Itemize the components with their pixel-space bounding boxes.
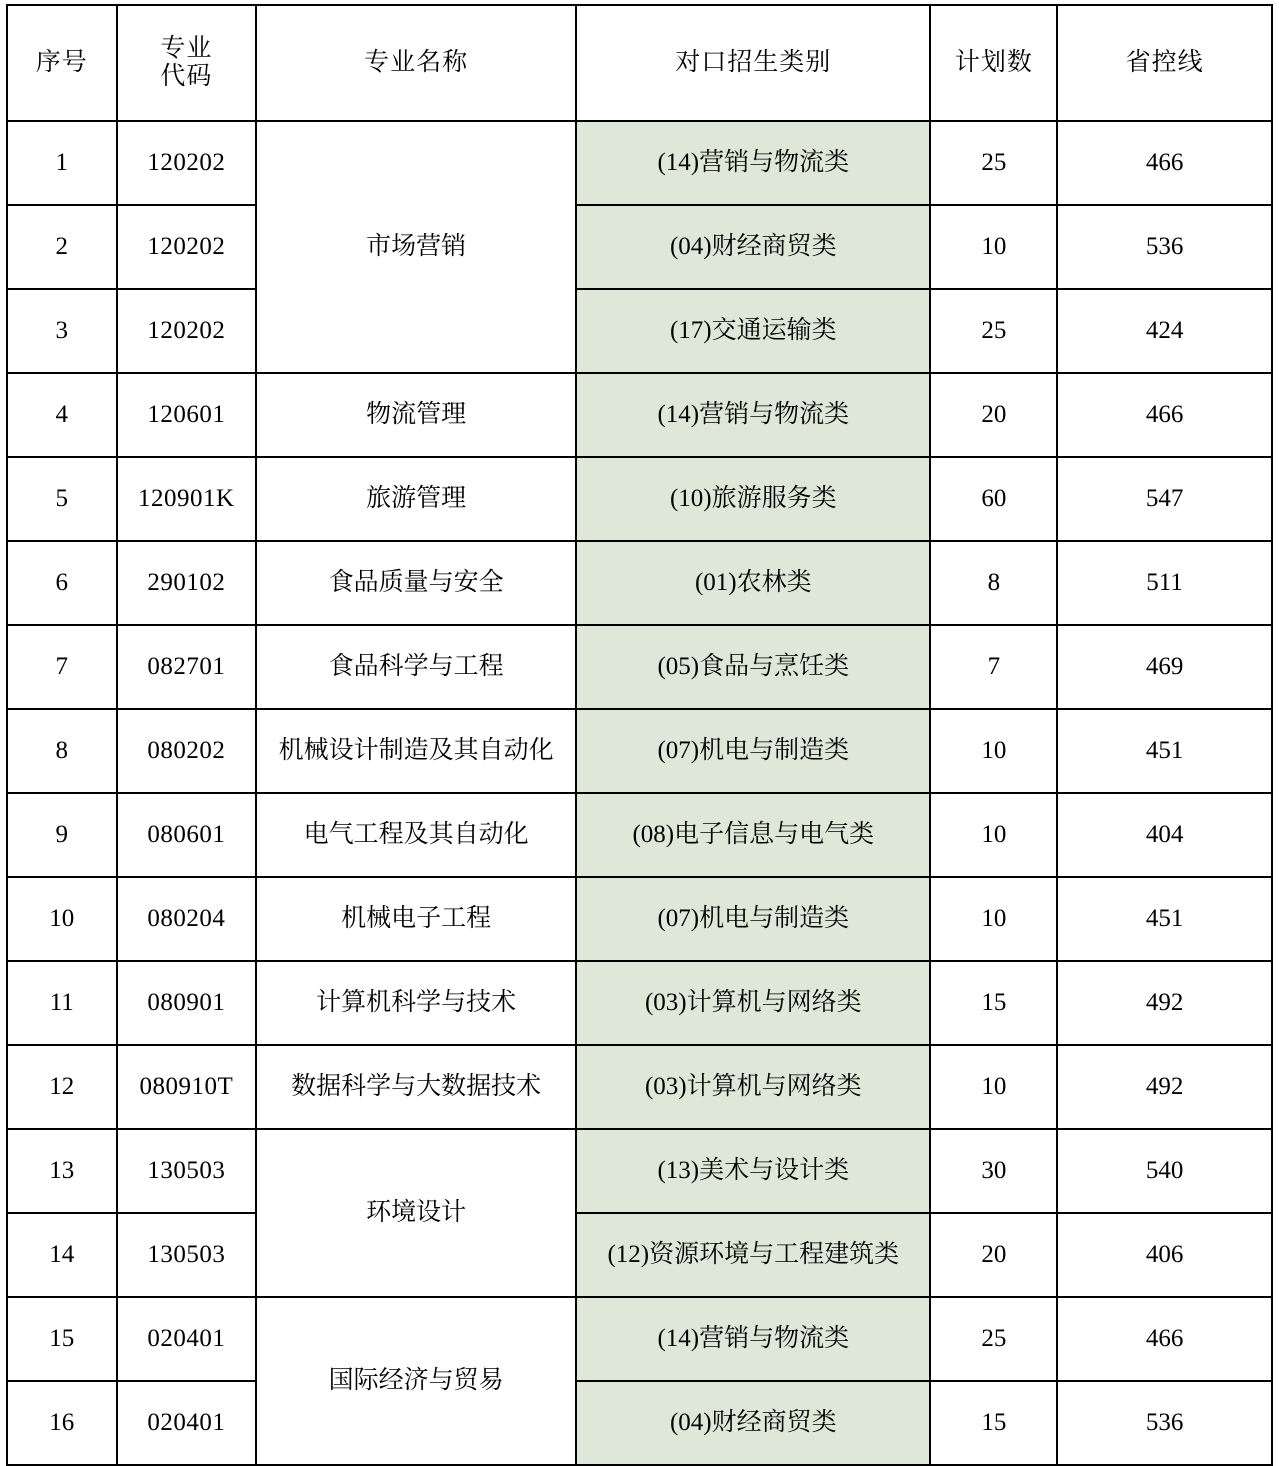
cell-provincial-line: 536 — [1057, 205, 1272, 289]
header-code — [117, 5, 257, 121]
cell-major-code: 120901K — [117, 457, 257, 541]
cell-major-code: 120202 — [117, 205, 257, 289]
cell-provincial-line: 536 — [1057, 1381, 1272, 1465]
cell-index: 10 — [7, 877, 117, 961]
cell-provincial-line: 424 — [1057, 289, 1272, 373]
cell-major-code: 120601 — [117, 373, 257, 457]
cell-major-code: 020401 — [117, 1297, 257, 1381]
table-row — [7, 457, 1272, 541]
cell-index: 9 — [7, 793, 117, 877]
cell-major-name: 计算机科学与技术 — [256, 961, 576, 1045]
table-row — [7, 373, 1272, 457]
table-row — [7, 1213, 1272, 1297]
cell-major-code: 130503 — [117, 1129, 257, 1213]
cell-plan-count: 8 — [930, 541, 1057, 625]
table-row — [7, 625, 1272, 709]
table-row — [7, 709, 1272, 793]
cell-index: 6 — [7, 541, 117, 625]
cell-major-code: 020401 — [117, 1381, 257, 1465]
header-index: 序号 — [7, 5, 117, 121]
cell-plan-count: 10 — [930, 793, 1057, 877]
cell-enrollment-category: (05)食品与烹饪类 — [576, 625, 930, 709]
cell-plan-count: 10 — [930, 709, 1057, 793]
header-category: 对口招生类别 — [576, 5, 930, 121]
header-code-line2: 代码 — [160, 63, 213, 90]
cell-enrollment-category: (14)营销与物流类 — [576, 1297, 930, 1381]
cell-index: 14 — [7, 1213, 117, 1297]
cell-major-name: 机械设计制造及其自动化 — [256, 709, 576, 793]
cell-major-name: 数据科学与大数据技术 — [256, 1045, 576, 1129]
cell-major-name: 机械电子工程 — [256, 877, 576, 961]
cell-plan-count: 15 — [930, 961, 1057, 1045]
cell-major-code: 120202 — [117, 289, 257, 373]
cell-enrollment-category: (14)营销与物流类 — [576, 373, 930, 457]
cell-plan-count: 20 — [930, 373, 1057, 457]
cell-provincial-line: 404 — [1057, 793, 1272, 877]
cell-enrollment-category: (04)财经商贸类 — [576, 1381, 930, 1465]
cell-enrollment-category: (17)交通运输类 — [576, 289, 930, 373]
cell-enrollment-category: (08)电子信息与电气类 — [576, 793, 930, 877]
cell-plan-count: 25 — [930, 1297, 1057, 1381]
header-plan: 计划数 — [930, 5, 1057, 121]
cell-provincial-line: 547 — [1057, 457, 1272, 541]
header-provincial-line: 省控线 — [1057, 5, 1272, 121]
cell-major-code: 290102 — [117, 541, 257, 625]
cell-index: 13 — [7, 1129, 117, 1213]
cell-major-code: 082701 — [117, 625, 257, 709]
cell-index: 5 — [7, 457, 117, 541]
cell-major-name: 物流管理 — [256, 373, 576, 457]
cell-major-code: 080910T — [117, 1045, 257, 1129]
cell-plan-count: 7 — [930, 625, 1057, 709]
cell-enrollment-category: (07)机电与制造类 — [576, 709, 930, 793]
header-code-line1: 专业 — [160, 35, 213, 62]
cell-index: 2 — [7, 205, 117, 289]
cell-provincial-line: 466 — [1057, 1297, 1272, 1381]
cell-index: 1 — [7, 121, 117, 205]
cell-plan-count: 25 — [930, 289, 1057, 373]
cell-provincial-line: 540 — [1057, 1129, 1272, 1213]
cell-major-code: 120202 — [117, 121, 257, 205]
table-row — [7, 793, 1272, 877]
table-row — [7, 1297, 1272, 1381]
table-row — [7, 877, 1272, 961]
table-row — [7, 289, 1272, 373]
cell-enrollment-category: (07)机电与制造类 — [576, 877, 930, 961]
major-enrollment-table — [6, 4, 1273, 1466]
cell-index: 3 — [7, 289, 117, 373]
cell-index: 16 — [7, 1381, 117, 1465]
table-row — [7, 1129, 1272, 1213]
cell-major-code: 080204 — [117, 877, 257, 961]
cell-provincial-line: 492 — [1057, 1045, 1272, 1129]
cell-index: 4 — [7, 373, 117, 457]
cell-major-name: 食品质量与安全 — [256, 541, 576, 625]
cell-plan-count: 10 — [930, 1045, 1057, 1129]
table-row — [7, 1381, 1272, 1465]
cell-provincial-line: 466 — [1057, 121, 1272, 205]
cell-plan-count: 60 — [930, 457, 1057, 541]
cell-plan-count: 15 — [930, 1381, 1057, 1465]
cell-index: 15 — [7, 1297, 117, 1381]
cell-index: 8 — [7, 709, 117, 793]
table-row — [7, 121, 1272, 205]
cell-provincial-line: 466 — [1057, 373, 1272, 457]
cell-enrollment-category: (14)营销与物流类 — [576, 121, 930, 205]
cell-enrollment-category: (03)计算机与网络类 — [576, 961, 930, 1045]
cell-major-name: 国际经济与贸易 — [256, 1297, 576, 1465]
cell-major-name: 电气工程及其自动化 — [256, 793, 576, 877]
table-row — [7, 1045, 1272, 1129]
header-major-name: 专业名称 — [256, 5, 576, 121]
cell-plan-count: 10 — [930, 205, 1057, 289]
table-body — [7, 121, 1272, 1465]
cell-provincial-line: 451 — [1057, 877, 1272, 961]
cell-enrollment-category: (04)财经商贸类 — [576, 205, 930, 289]
cell-provincial-line: 451 — [1057, 709, 1272, 793]
cell-plan-count: 20 — [930, 1213, 1057, 1297]
cell-index: 11 — [7, 961, 117, 1045]
cell-plan-count: 30 — [930, 1129, 1057, 1213]
cell-major-code: 080901 — [117, 961, 257, 1045]
table-header — [7, 5, 1272, 121]
cell-index: 12 — [7, 1045, 117, 1129]
table-row — [7, 541, 1272, 625]
cell-enrollment-category: (10)旅游服务类 — [576, 457, 930, 541]
cell-major-name: 市场营销 — [256, 121, 576, 373]
cell-major-name: 食品科学与工程 — [256, 625, 576, 709]
cell-major-name: 旅游管理 — [256, 457, 576, 541]
cell-enrollment-category: (12)资源环境与工程建筑类 — [576, 1213, 930, 1297]
cell-enrollment-category: (03)计算机与网络类 — [576, 1045, 930, 1129]
cell-enrollment-category: (01)农林类 — [576, 541, 930, 625]
cell-provincial-line: 469 — [1057, 625, 1272, 709]
cell-provincial-line: 511 — [1057, 541, 1272, 625]
cell-plan-count: 10 — [930, 877, 1057, 961]
cell-plan-count: 25 — [930, 121, 1057, 205]
table-header-row — [7, 5, 1272, 121]
cell-major-code: 080601 — [117, 793, 257, 877]
table-row — [7, 205, 1272, 289]
cell-major-code: 130503 — [117, 1213, 257, 1297]
cell-provincial-line: 492 — [1057, 961, 1272, 1045]
cell-major-name: 环境设计 — [256, 1129, 576, 1297]
cell-major-code: 080202 — [117, 709, 257, 793]
table-row — [7, 961, 1272, 1045]
cell-index: 7 — [7, 625, 117, 709]
cell-provincial-line: 406 — [1057, 1213, 1272, 1297]
cell-enrollment-category: (13)美术与设计类 — [576, 1129, 930, 1213]
